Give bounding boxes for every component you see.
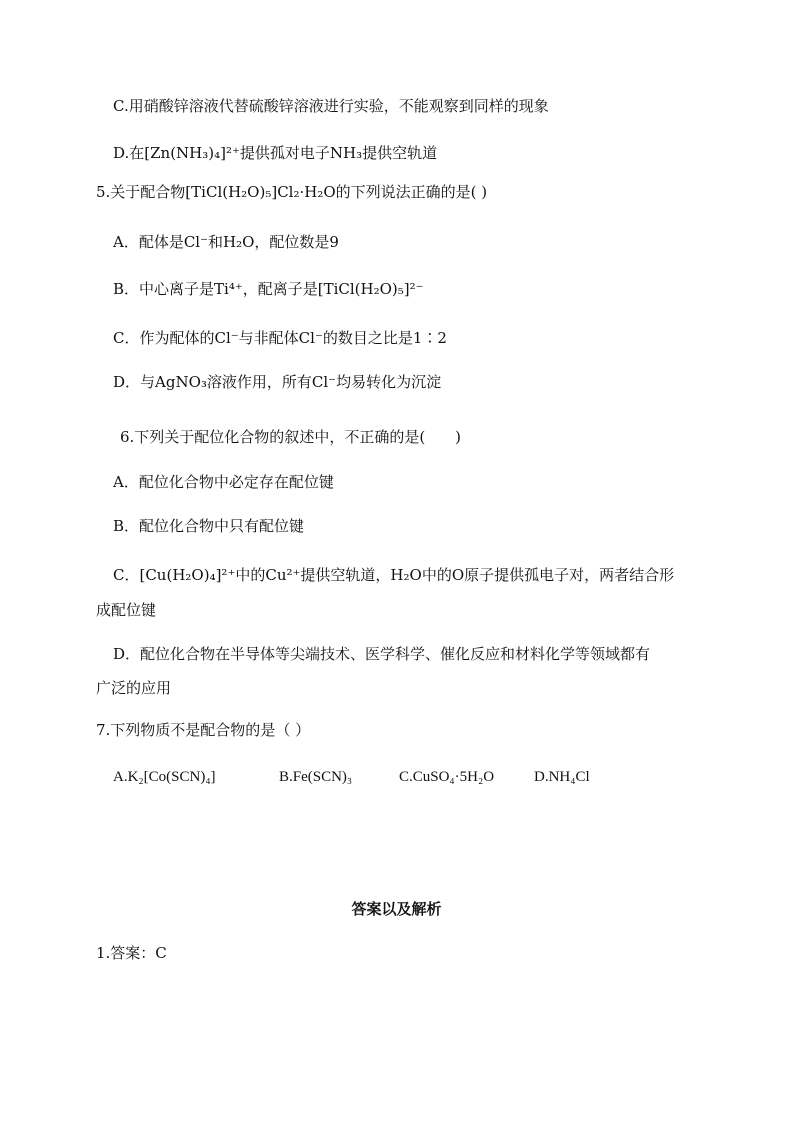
q7-option-b: B.Fe(SCN)₃	[279, 769, 353, 785]
q5-option-b: B．中心离子是Ti⁴⁺，配离子是[TiCl(H₂O)₅]²⁻	[113, 280, 424, 298]
q7-stem: 7.下列物质不是配合物的是（ ）	[96, 721, 311, 739]
q6-option-c-line2: 成配位键	[96, 601, 157, 619]
q6-option-d-line1: D．配位化合物在半导体等尖端技术、医学科学、催化反应和材料化学等领域都有	[113, 645, 651, 663]
answers-title: 答案以及解析	[351, 900, 442, 918]
q7-option-c: C.CuSO₄·5H₂O	[399, 769, 495, 785]
q6-option-a: A．配位化合物中必定存在配位键	[113, 473, 334, 491]
q4-option-d: D.在[Zn(NH₃)₄]²⁺提供孤对电子NH₃提供空轨道	[113, 144, 438, 162]
q6-option-c-line1: C．[Cu(H₂O)₄]²⁺中的Cu²⁺提供空轨道，H₂O中的O原子提供孤电子对，两者结合形	[113, 566, 675, 584]
q6-option-d-line2: 广泛的应用	[96, 679, 172, 697]
q4-option-c: C.用硝酸锌溶液代替硫酸锌溶液进行实验，不能观察到同样的现象	[113, 97, 549, 115]
q7-options	[113, 766, 590, 787]
q7-option-a: A.K₂[Co(SCN)₄]	[113, 769, 216, 785]
q5-option-d: D．与AgNO₃溶液作用，所有Cl⁻均易转化为沉淀	[113, 373, 442, 391]
q5-stem: 5.关于配合物[TiCl(H₂O)₅]Cl₂·H₂O的下列说法正确的是( )	[96, 183, 488, 201]
answer-1: 1.答案：C	[96, 944, 167, 962]
q6-stem: 6.下列关于配位化合物的叙述中，不正确的是( )	[120, 428, 462, 446]
q7-option-d: D.NH₄Cl	[534, 769, 590, 785]
q6-option-b: B．配位化合物中只有配位键	[113, 517, 305, 535]
q5-option-c: C．作为配体的Cl⁻与非配体Cl⁻的数目之比是1∶2	[113, 329, 447, 347]
q5-option-a: A．配体是Cl⁻和H₂O，配位数是9	[113, 233, 339, 251]
